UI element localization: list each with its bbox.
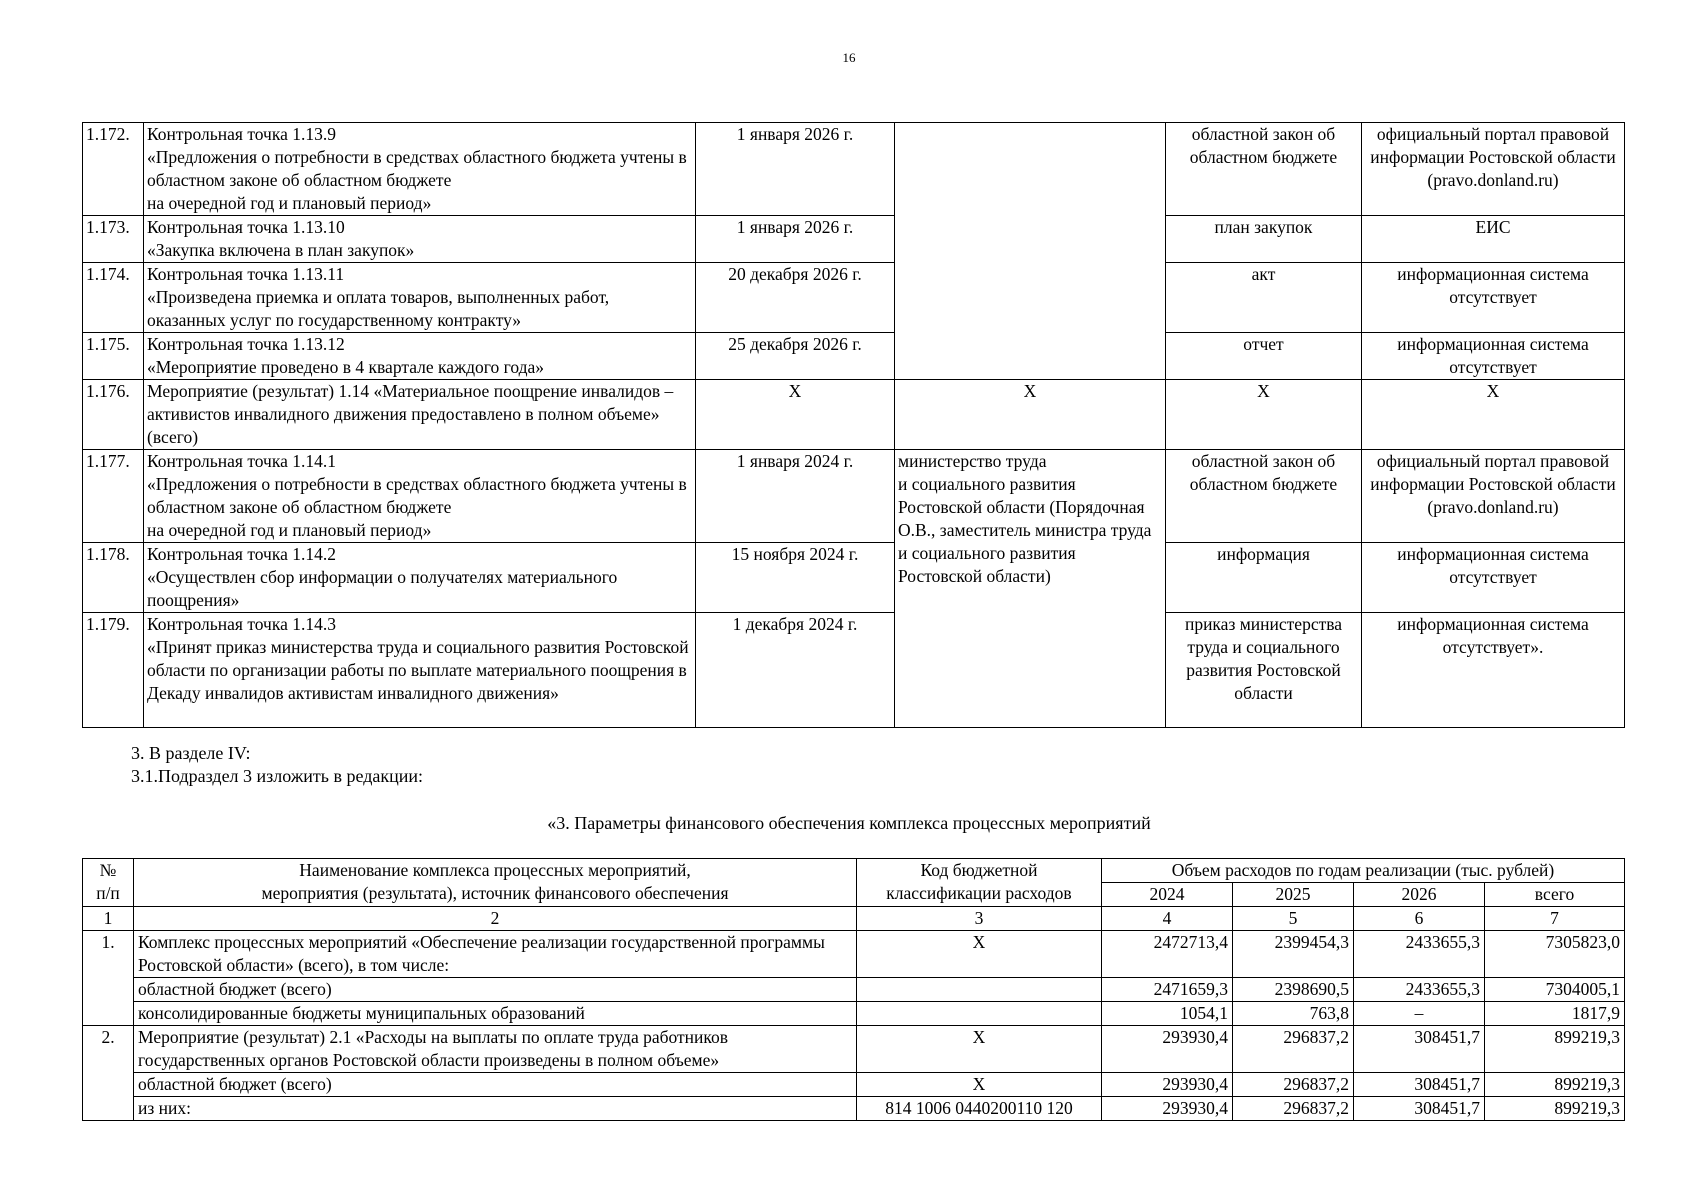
row-name: Контрольная точка 1.14.1 «Предложения о потребности в средствах областного бюджета учтены в областном законе об областном бюджете на очередной год и плановый период»	[144, 450, 696, 543]
row-name: Контрольная точка 1.14.2 «Осуществлен сбор информации о получателях материального поощрения»	[144, 543, 696, 613]
table-row	[83, 1097, 1625, 1121]
value-total: 7305823,0	[1485, 931, 1625, 978]
row-name: Контрольная точка 1.13.12 «Мероприятие проведено в 4 квартале каждого года»	[144, 333, 696, 380]
value-2025: 2398690,5	[1233, 978, 1354, 1002]
paragraph-section-iv: 3. В разделе IV:	[131, 743, 251, 763]
row-name: Контрольная точка 1.13.11 «Произведена приемка и оплата товаров, выполненных работ, оказанных услуг по государственному контракту»	[144, 263, 696, 333]
row-document: отчет	[1166, 333, 1362, 380]
table-header-row	[83, 859, 1625, 883]
value-2024: 293930,4	[1102, 1073, 1233, 1097]
row-code	[857, 1002, 1102, 1026]
header-total: всего	[1485, 883, 1625, 907]
row-code: 814 1006 0440200110 120	[857, 1097, 1102, 1121]
row-system: информационная система отсутствует	[1362, 543, 1625, 613]
table-row	[83, 1002, 1625, 1026]
table-row	[83, 931, 1625, 978]
paragraph-subsection: 3.1.Подраздел 3 изложить в редакции:	[131, 766, 424, 786]
value-2024: 1054,1	[1102, 1002, 1233, 1026]
row-number: 1.179.	[83, 613, 144, 728]
value-2025: 296837,2	[1233, 1073, 1354, 1097]
row-name: Контрольная точка 1.13.9 «Предложения о потребности в средствах областного бюджета учтены в областном законе об областном бюджете на очередной год и плановый период»	[144, 123, 696, 216]
column-number: 4	[1102, 907, 1233, 931]
row-document: акт	[1166, 263, 1362, 333]
row-number: 1.172.	[83, 123, 144, 216]
row-system: официальный портал правовой информации Ростовской области (pravo.donland.ru)	[1362, 123, 1625, 216]
value-total: 899219,3	[1485, 1026, 1625, 1073]
header-year: 2025	[1233, 883, 1354, 907]
row-name: областной бюджет (всего)	[134, 1073, 857, 1097]
row-code: Х	[857, 1026, 1102, 1073]
row-name: областной бюджет (всего)	[134, 978, 857, 1002]
row-document: областной закон об областном бюджете	[1166, 450, 1362, 543]
header-code: Код бюджетной классификации расходов	[857, 859, 1102, 907]
value-total: 7304005,1	[1485, 978, 1625, 1002]
table-row	[83, 123, 1625, 216]
row-number: 1.178.	[83, 543, 144, 613]
row-system: Х	[1362, 380, 1625, 450]
row-number: 1.176.	[83, 380, 144, 450]
table-row	[83, 333, 1625, 380]
responsible-empty	[895, 123, 1166, 380]
value-2026: 2433655,3	[1354, 978, 1485, 1002]
row-document: информация	[1166, 543, 1362, 613]
value-2026: 308451,7	[1354, 1073, 1485, 1097]
header-volume: Объем расходов по годам реализации (тыс. рублей)	[1102, 859, 1625, 883]
row-responsible: Х	[895, 380, 1166, 450]
value-2026: 308451,7	[1354, 1097, 1485, 1121]
responsible-ministry: министерство труда и социального развития Ростовской области (Порядочная О.В., заместитель министра труда и социального развития Ростовской области)	[895, 450, 1166, 728]
table-row	[83, 1026, 1625, 1073]
value-2024: 2472713,4	[1102, 931, 1233, 978]
row-code	[857, 978, 1102, 1002]
table-row	[83, 450, 1625, 543]
row-system: ЕИС	[1362, 216, 1625, 263]
value-2024: 293930,4	[1102, 1097, 1233, 1121]
row-date: 15 ноября 2024 г.	[696, 543, 895, 613]
row-date: 1 декабря 2024 г.	[696, 613, 895, 728]
value-2025: 296837,2	[1233, 1026, 1354, 1073]
value-total: 899219,3	[1485, 1097, 1625, 1121]
value-2026: –	[1354, 1002, 1485, 1026]
table-row	[83, 543, 1625, 613]
column-number-row	[83, 907, 1625, 931]
row-name: Контрольная точка 1.14.3 «Принят приказ министерства труда и социального развития Ростовской области по организации работы по выплате материального поощрения в Декаду инвалидов активистам инвалидного движения»	[144, 613, 696, 728]
row-system: официальный портал правовой информации Ростовской области (pravo.donland.ru)	[1362, 450, 1625, 543]
financing-table	[82, 858, 1625, 1121]
header-name: Наименование комплекса процессных мероприятий, мероприятия (результата), источник финансового обеспечения	[134, 859, 857, 907]
row-date: 1 января 2024 г.	[696, 450, 895, 543]
row-document: областной закон об областном бюджете	[1166, 123, 1362, 216]
row-date: 25 декабря 2026 г.	[696, 333, 895, 380]
row-name: Комплекс процессных мероприятий «Обеспечение реализации государственной программы Ростовской области» (всего), в том числе:	[134, 931, 857, 978]
row-number: 1.177.	[83, 450, 144, 543]
header-year: 2026	[1354, 883, 1485, 907]
value-2025: 2399454,3	[1233, 931, 1354, 978]
column-number: 5	[1233, 907, 1354, 931]
column-number: 2	[134, 907, 857, 931]
row-date: 1 января 2026 г.	[696, 216, 895, 263]
row-system: информационная система отсутствует».	[1362, 613, 1625, 728]
value-2026: 2433655,3	[1354, 931, 1485, 978]
row-name: консолидированные бюджеты муниципальных образований	[134, 1002, 857, 1026]
page-number: 16	[842, 50, 856, 65]
row-number: 1.	[83, 931, 134, 1026]
row-number: 2.	[83, 1026, 134, 1121]
value-total: 899219,3	[1485, 1073, 1625, 1097]
row-system: информационная система отсутствует	[1362, 333, 1625, 380]
row-document: план закупок	[1166, 216, 1362, 263]
table-row	[83, 1073, 1625, 1097]
table-row	[83, 978, 1625, 1002]
row-system: информационная система отсутствует	[1362, 263, 1625, 333]
table-row	[83, 263, 1625, 333]
column-number: 3	[857, 907, 1102, 931]
value-2025: 296837,2	[1233, 1097, 1354, 1121]
header-number: № п/п	[83, 859, 134, 907]
table-row	[83, 613, 1625, 728]
row-name: Мероприятие (результат) 1.14 «Материальное поощрение инвалидов – активистов инвалидного движения предоставлено в полном объеме» (всего)	[144, 380, 696, 450]
column-number: 1	[83, 907, 134, 931]
row-name: Контрольная точка 1.13.10 «Закупка включена в план закупок»	[144, 216, 696, 263]
header-year: 2024	[1102, 883, 1233, 907]
value-2026: 308451,7	[1354, 1026, 1485, 1073]
row-name: из них:	[134, 1097, 857, 1121]
section-title: «3. Параметры финансового обеспечения комплекса процессных мероприятий	[547, 813, 1151, 833]
value-2024: 293930,4	[1102, 1026, 1233, 1073]
column-number: 6	[1354, 907, 1485, 931]
row-date: 1 января 2026 г.	[696, 123, 895, 216]
row-number: 1.174.	[83, 263, 144, 333]
row-number: 1.173.	[83, 216, 144, 263]
table-row	[83, 216, 1625, 263]
row-date: 20 декабря 2026 г.	[696, 263, 895, 333]
row-date: Х	[696, 380, 895, 450]
value-2024: 2471659,3	[1102, 978, 1233, 1002]
control-points-table	[82, 122, 1625, 728]
table-row	[83, 380, 1625, 450]
row-document: Х	[1166, 380, 1362, 450]
value-2025: 763,8	[1233, 1002, 1354, 1026]
row-document: приказ министерства труда и социального развития Ростовской области	[1166, 613, 1362, 728]
value-total: 1817,9	[1485, 1002, 1625, 1026]
row-code: Х	[857, 931, 1102, 978]
row-number: 1.175.	[83, 333, 144, 380]
row-code: Х	[857, 1073, 1102, 1097]
row-name: Мероприятие (результат) 2.1 «Расходы на выплаты по оплате труда работников государственных органов Ростовской области произведены в полном объеме»	[134, 1026, 857, 1073]
column-number: 7	[1485, 907, 1625, 931]
